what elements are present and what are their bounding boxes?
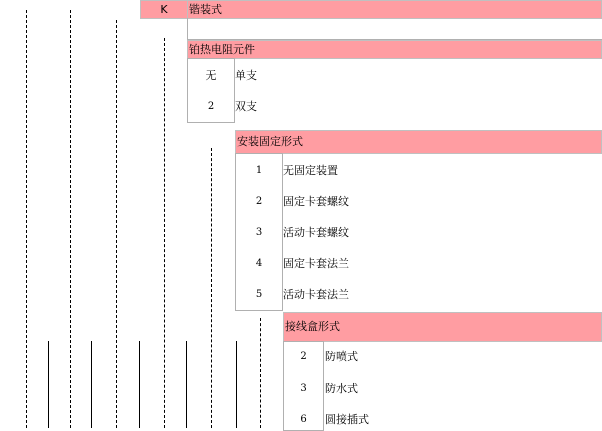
guide-line-solid [48, 341, 49, 428]
section-3-item-code: 5 [255, 289, 263, 300]
section-4-title: 接线盒形式 [285, 320, 340, 333]
guide-line [260, 318, 261, 428]
section-3-item-code: 3 [255, 227, 263, 238]
guide-line [26, 10, 27, 428]
section-3-item-label: 无固定装置 [283, 164, 338, 177]
section-3-title: 安装固定形式 [237, 135, 303, 148]
guide-line-solid [236, 341, 237, 428]
section-3-item-label: 固定卡套螺纹 [283, 195, 349, 208]
section-3-item-code: 2 [255, 196, 263, 207]
section-4-header [283, 312, 602, 342]
section-1-title: 锴装式 [189, 3, 222, 16]
section-4-item-code: 2 [300, 351, 307, 362]
guide-line [70, 10, 71, 428]
section-2-header [187, 40, 602, 59]
guide-line [211, 148, 212, 428]
section-4-item-label: 防水式 [325, 382, 358, 395]
section-2-item-code: 无 [205, 69, 217, 82]
section-3-header [235, 130, 602, 154]
section-4-item-label: 防喷式 [325, 350, 358, 363]
guide-line [116, 20, 117, 428]
section-3-item-label: 活动卡套法兰 [283, 288, 349, 301]
section-3-item-code: 4 [255, 258, 263, 269]
guide-line-solid [186, 341, 187, 428]
section-1-divider [187, 18, 602, 40]
section-1-header [187, 0, 602, 19]
section-2-item-label: 单支 [235, 69, 257, 82]
section-3-item-code: 1 [255, 165, 263, 176]
section-4-item-code: 6 [300, 414, 307, 425]
section-1-code: K [160, 3, 168, 16]
guide-line-solid [139, 341, 140, 428]
section-3-item-label: 固定卡套法兰 [283, 257, 349, 270]
guide-line [164, 38, 165, 428]
section-1-code-cell [140, 0, 188, 19]
section-2-item-label: 双支 [235, 100, 257, 113]
section-2-title: 铂热电阻元件 [189, 43, 255, 56]
section-3-item-label: 活动卡套螺纹 [283, 226, 349, 239]
section-4-item-code: 3 [300, 383, 307, 394]
guide-line-solid [91, 341, 92, 428]
section-4-item-label: 圆接插式 [325, 413, 369, 426]
section-2-item-code: 2 [207, 101, 215, 112]
